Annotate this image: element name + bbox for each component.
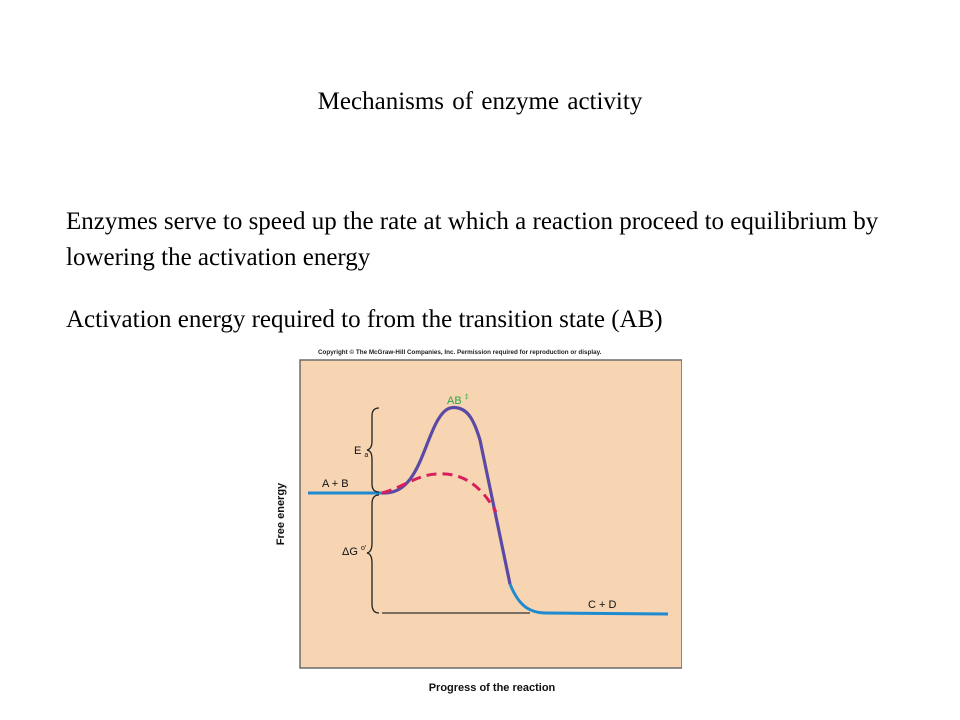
transition-state-sup: ‡	[464, 394, 469, 401]
free-energy-change-text: ΔG	[342, 546, 358, 558]
free-energy-change-sup: o′	[360, 545, 367, 552]
bullet-text-2: Activation energy required to from the transition state (AB)	[66, 306, 663, 333]
energy-diagram-figure	[262, 342, 682, 700]
activation-energy-sub: a	[364, 452, 369, 459]
bullet-text-1: Enzymes serve to speed up the rate at which a reaction proceed to equilibrium by lowering the activation energy	[66, 208, 879, 271]
activation-energy-text: E	[354, 445, 362, 457]
x-axis-label: Progress of the reaction	[428, 682, 556, 694]
reactants-label: A + B	[322, 478, 349, 490]
transition-state-text: AB	[447, 395, 462, 407]
slide-title: Mechanisms of enzyme activity	[317, 88, 643, 115]
plot-background	[300, 360, 682, 668]
y-axis-label: Free energy	[275, 482, 287, 546]
products-label: C + D	[588, 599, 617, 611]
copyright-text: Copyright © The McGraw-Hill Companies, Inc. Permission required for reproduction or display.	[318, 349, 602, 356]
